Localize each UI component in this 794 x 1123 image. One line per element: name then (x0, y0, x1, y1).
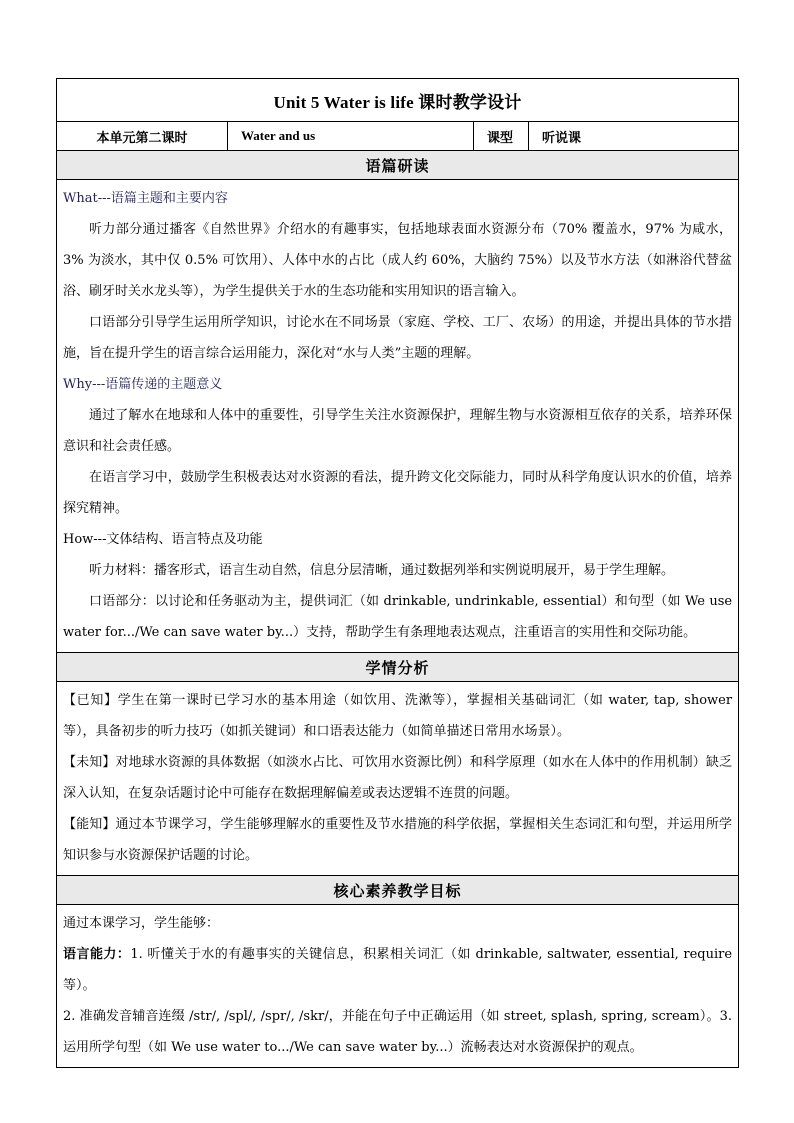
section-text-analysis-heading: 语篇研读 (57, 151, 739, 180)
lesson-plan-sheet (56, 78, 738, 1068)
section-goals-heading: 核心素养教学目标 (57, 876, 739, 905)
goal-1-line (63, 939, 732, 1001)
section-learner-analysis-body (57, 682, 739, 876)
able-paragraph: 【能知】通过本节课学习，学生能够理解水的重要性及节水措施的科学依据，掌握相关生态词汇和句型，并运用所学知识参与水资源保护话题的讨论。 (63, 817, 733, 863)
section-learner-analysis-heading: 学情分析 (57, 653, 739, 682)
lesson-plan-table (56, 78, 739, 1068)
goals-intro: 通过本课学习，学生能够： (63, 916, 220, 931)
lesson-type-value: 听说课 (529, 122, 739, 151)
how-paragraph-2: 口语部分：以讨论和任务驱动为主，提供词汇（如 drinkable, undrinkable, essential）和句型（如 We use water for.../We can save water by...）支持，帮助学生有条理地表达观点，注重语言的实用性和交际功能。 (63, 594, 733, 640)
why-paragraph-2: 在语言学习中，鼓励学生积极表达对水资源的看法，提升跨文化交际能力，同时从科学角度认识水的价值，培养探究精神。 (63, 470, 733, 516)
goal-1: 1. 听懂关于水的有趣事实的关键信息，积累相关词汇（如 drinkable, saltwater, essential, require 等）。 (63, 947, 733, 993)
unknown-paragraph: 【未知】对地球水资源的具体数据（如淡水占比、可饮用水资源比例）和科学原理（如水在人体中的作用机制）缺乏深入认知，在复杂话题讨论中可能存在数据理解偏差或表达逻辑不连贯的问题。 (63, 755, 733, 801)
goal-2: 2. 准确发音辅音连缀 /str/, /spl/, /spr/, /skr/，并能在句子中正确运用（如 street, splash, spring, scream）。3. 运用所学句型（如 We use water to.../We can save water by...）流畅表达对水资源保护的观点。 (63, 1009, 733, 1055)
how-paragraph-1: 听力材料：播客形式，语言生动自然，信息分层清晰，通过数据列举和实例说明展开，易于学生理解。 (89, 563, 675, 578)
lesson-type-label: 课型 (474, 122, 529, 151)
what-label: What---语篇主题和主要内容 (63, 191, 228, 206)
section-text-analysis-body (57, 180, 739, 653)
known-paragraph: 【已知】学生在第一课时已学习水的基本用途（如饮用、洗漱等），掌握相关基础词汇（如 water, tap, shower 等），具备初步的听力技巧（如抓关键词）和口语表达能力（如简单描述日常用水场景）。 (63, 693, 733, 739)
page-title: Unit 5 Water is life 课时教学设计 (57, 79, 739, 122)
why-label: Why---语篇传递的主题意义 (63, 377, 223, 392)
how-label: How---文体结构、语言特点及功能 (63, 532, 263, 547)
language-ability-label: 语言能力： (63, 947, 131, 962)
why-paragraph-1: 通过了解水在地球和人体中的重要性，引导学生关注水资源保护，理解生物与水资源相互依存的关系，培养环保意识和社会责任感。 (63, 408, 733, 454)
lesson-topic: Water and us (228, 122, 474, 151)
lesson-number: 本单元第二课时 (57, 122, 228, 151)
what-paragraph-1: 听力部分通过播客《自然世界》介绍水的有趣事实，包括地球表面水资源分布（70% 覆盖水，97% 为咸水，3% 为淡水，其中仅 0.5% 可饮用）、人体中水的占比（成人约 60%，大脑约 75%）以及节水方法（如淋浴代替盆浴、刷牙时关水龙头等），为学生提供关于水的生态功能和实用知识的语言输入。 (63, 222, 733, 299)
section-goals-body (57, 905, 739, 1068)
what-paragraph-2: 口语部分引导学生运用所学知识，讨论水在不同场景（家庭、学校、工厂、农场）的用途，并提出具体的节水措施，旨在提升学生的语言综合运用能力，深化对“水与人类”主题的理解。 (63, 315, 733, 361)
